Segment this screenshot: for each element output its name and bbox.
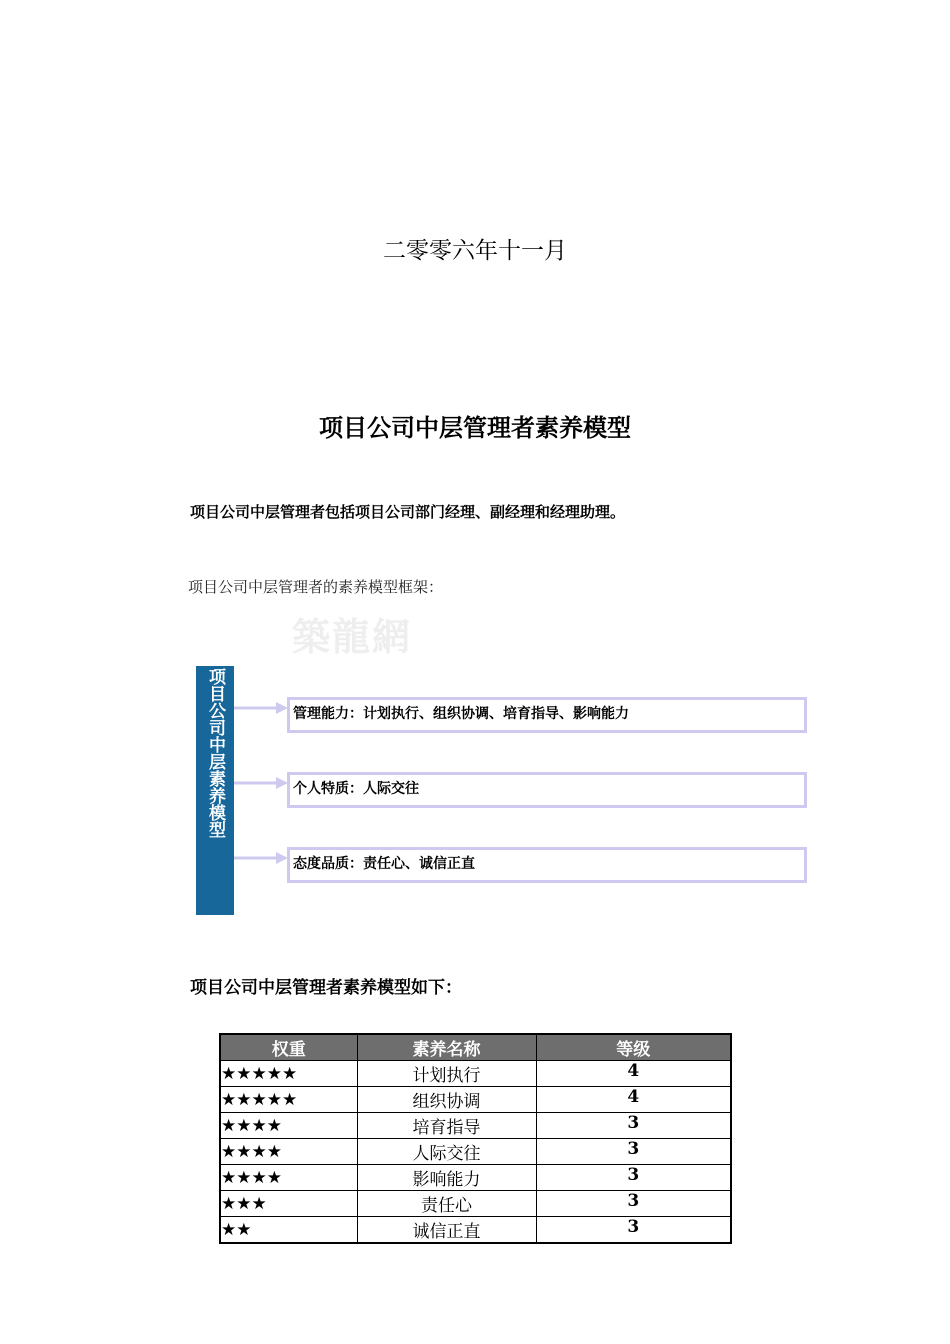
weight-stars: ★★★★ xyxy=(220,1113,357,1139)
weight-stars: ★★ xyxy=(220,1217,357,1244)
competency-table xyxy=(219,1033,732,1244)
table-row xyxy=(220,1113,731,1139)
competency-name: 人际交往 xyxy=(357,1139,536,1165)
date-line: 二零零六年十一月 xyxy=(383,238,567,264)
competency-name: 计划执行 xyxy=(357,1061,536,1087)
table-row xyxy=(220,1139,731,1165)
competency-grade: 4 xyxy=(536,1061,731,1087)
competency-grade: 3 xyxy=(536,1113,731,1139)
competency-name: 培育指导 xyxy=(357,1113,536,1139)
competency-grade: 3 xyxy=(536,1139,731,1165)
competency-grade: 3 xyxy=(536,1217,731,1244)
competency-grade: 3 xyxy=(536,1191,731,1217)
intro-paragraph: 项目公司中层管理者包括项目公司部门经理、副经理和经理助理。 xyxy=(190,503,626,521)
table-row xyxy=(220,1061,731,1087)
header-grade: 等级 xyxy=(536,1034,731,1061)
model-side-bar: 项目公司中层素养模型 xyxy=(196,666,234,915)
table-row xyxy=(220,1087,731,1113)
model-box-management: 管理能力：计划执行、组织协调、培育指导、影响能力 xyxy=(287,697,807,733)
weight-stars: ★★★★★ xyxy=(220,1061,357,1087)
weight-stars: ★★★★★ xyxy=(220,1087,357,1113)
connector-arrow xyxy=(234,701,288,715)
weight-stars: ★★★★ xyxy=(220,1139,357,1165)
watermark: 築龍網 xyxy=(292,614,413,659)
summary-heading: 项目公司中层管理者素养模型如下： xyxy=(190,978,462,998)
header-weight: 权重 xyxy=(220,1034,357,1061)
table-row xyxy=(220,1165,731,1191)
table-header-row xyxy=(220,1034,731,1061)
weight-stars: ★★★★ xyxy=(220,1165,357,1191)
competency-grade: 4 xyxy=(536,1087,731,1113)
framework-label: 项目公司中层管理者的素养模型框架： xyxy=(188,578,444,596)
document-title: 项目公司中层管理者素养模型 xyxy=(319,413,631,442)
table-row xyxy=(220,1191,731,1217)
model-box-personal-traits: 个人特质：人际交往 xyxy=(287,772,807,808)
connector-arrow xyxy=(234,776,288,790)
competency-grade: 3 xyxy=(536,1165,731,1191)
header-name: 素养名称 xyxy=(357,1034,536,1061)
competency-name: 影响能力 xyxy=(357,1165,536,1191)
weight-stars: ★★★ xyxy=(220,1191,357,1217)
competency-name: 组织协调 xyxy=(357,1087,536,1113)
competency-name: 诚信正直 xyxy=(357,1217,536,1244)
table-row xyxy=(220,1217,731,1244)
competency-name: 责任心 xyxy=(357,1191,536,1217)
connector-arrow xyxy=(234,851,288,865)
model-box-attitude: 态度品质：责任心、诚信正直 xyxy=(287,847,807,883)
